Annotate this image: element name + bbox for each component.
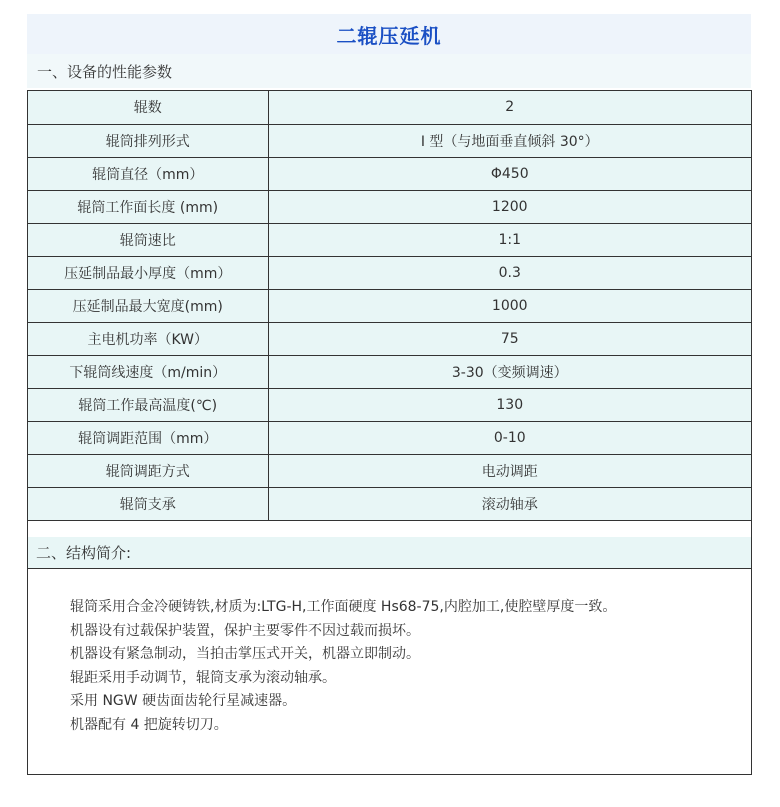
table-row [28,388,751,421]
spec-label: 辊筒工作最高温度(℃) [28,388,268,421]
spec-label: 压延制品最小厚度（mm） [28,256,268,289]
spec-label: 压延制品最大宽度(mm) [28,289,268,322]
section-heading-performance: 一、设备的性能参数 [27,54,751,88]
table-row [28,157,751,190]
spec-value: 3-30（变频调速） [268,355,751,388]
description-line: 机器设有紧急制动，当拍击掌压式开关，机器立即制动。 [70,646,420,662]
spec-value: 0-10 [268,421,751,454]
spec-label: 主电机功率（KW） [28,322,268,355]
table-row [28,355,751,388]
spec-value: 2 [268,91,751,124]
table-row [28,190,751,223]
spec-label: 辊筒直径（mm） [28,157,268,190]
spec-value: 130 [268,388,751,421]
spec-label: 辊筒工作面长度 (mm) [28,190,268,223]
spec-value: 1200 [268,190,751,223]
spec-value: 滚动轴承 [268,487,751,520]
spec-label: 辊筒调距方式 [28,454,268,487]
table-row [28,256,751,289]
spec-value: 电动调距 [268,454,751,487]
spec-label: 辊筒排列形式 [28,124,268,157]
table-row [28,124,751,157]
table-row [28,454,751,487]
description-line: 采用 NGW 硬齿面齿轮行星减速器。 [70,693,297,709]
page-title: 二辊压延机 [27,14,751,54]
table-row [28,487,751,520]
spec-table [28,91,751,521]
spec-label: 辊筒速比 [28,223,268,256]
structure-description [70,596,750,737]
table-row [28,289,751,322]
table-row [28,223,751,256]
spec-value: 1000 [268,289,751,322]
spec-label: 辊筒支承 [28,487,268,520]
spec-label: 辊数 [28,91,268,124]
description-line: 辊筒采用合金冷硬铸铁,材质为:LTG-H,工作面硬度 Hs68-75,内腔加工,使腔壁厚度一致。 [70,599,617,615]
description-line: 机器配有 4 把旋转切刀。 [70,716,228,733]
spec-label: 辊筒调距范围（mm） [28,421,268,454]
description-line: 辊距采用手动调节，辊筒支承为滚动轴承。 [70,669,336,686]
section-heading-structure: 二、结构简介: [28,537,751,569]
spec-value: 0.3 [268,256,751,289]
description-line: 机器设有过载保护装置，保护主要零件不因过载而损坏。 [70,622,420,639]
spec-value: 1:1 [268,223,751,256]
spec-value: I 型（与地面垂直倾斜 30°） [268,124,751,157]
table-row [28,322,751,355]
spec-value: 75 [268,322,751,355]
table-row [28,91,751,124]
table-row [28,421,751,454]
spec-value: Φ450 [268,157,751,190]
spec-label: 下辊筒线速度（m/min） [28,355,268,388]
